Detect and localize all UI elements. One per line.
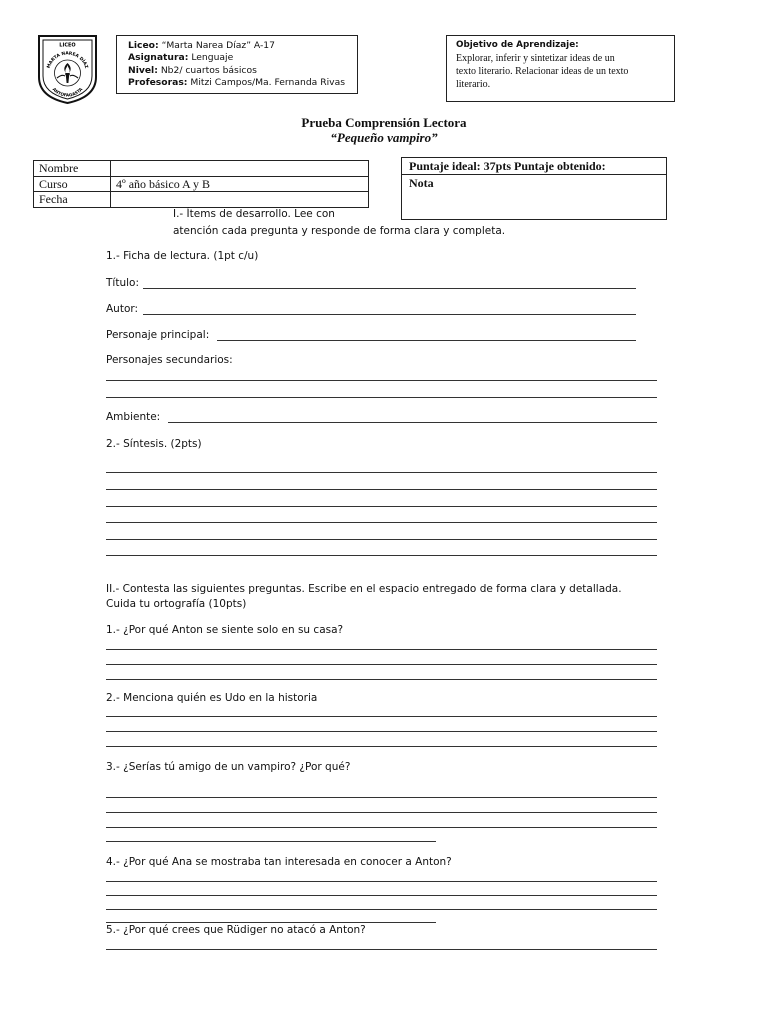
personaje-principal-label: Personaje principal: [106,329,210,341]
date-field[interactable] [111,192,369,208]
course-info-box [116,35,358,94]
personajes-secundarios-line-2[interactable] [106,397,657,398]
sintesis-line[interactable] [106,489,657,490]
row-curso: Curso 4º año básico A y B [34,176,369,192]
answer-line[interactable] [106,731,657,732]
titulo-answer-line[interactable] [143,288,636,289]
sintesis-line[interactable] [106,472,657,473]
answer-line[interactable] [106,716,657,717]
logo-ring-text: MARTA NAREA DÍAZ [46,51,89,70]
sintesis-line[interactable] [106,555,657,556]
info-row-asignatura: Asignatura: Lenguaje [128,52,234,64]
answer-line[interactable] [106,922,436,923]
answer-line[interactable] [106,679,657,680]
sintesis-line[interactable] [106,539,657,540]
section2-intro-line1: II.- Contesta las siguientes preguntas. Escribe en el espacio entregado de forma clara y detallada. [106,583,622,595]
score-box [401,157,667,220]
answer-line[interactable] [106,949,657,950]
logo-bottom-text: ANTOFAGASTA [51,86,84,98]
sintesis-line[interactable] [106,522,657,523]
section1-intro-line1: I.- Ítems de desarrollo. Lee con [173,208,335,220]
autor-label: Autor: [106,303,139,315]
info-row-liceo: Liceo: “Marta Narea Díaz” A-17 [128,40,275,51]
objective-title: Objetivo de Aprendizaje: [456,40,579,50]
answer-line[interactable] [106,895,657,896]
section2-question-5: 5.- ¿Por qué crees que Rüdiger no atacó a Anton? [106,924,366,936]
name-field[interactable] [111,161,369,177]
autor-answer-line[interactable] [143,314,636,315]
answer-line[interactable] [106,827,657,828]
learning-objective-box [446,35,675,102]
logo-top-text: LICEO [59,42,76,49]
answer-line[interactable] [106,664,657,665]
section2-question-3: 3.- ¿Serías tú amigo de un vampiro? ¿Por qué? [106,761,351,773]
sintesis-line[interactable] [106,506,657,507]
row-fecha: Fecha [34,192,369,208]
course-field[interactable]: 4º año básico A y B [111,176,369,192]
personaje-principal-answer-line[interactable] [217,340,636,341]
titulo-label: Título: [106,277,139,289]
ambiente-answer-line[interactable] [168,422,657,423]
personajes-secundarios-label: Personajes secundarios: [106,354,233,366]
grade-field[interactable]: Nota [409,176,434,190]
section2-question-1: 1.- ¿Por qué Anton se siente solo en su casa? [106,624,344,636]
school-logo [36,33,99,105]
student-info-table [33,160,369,208]
ambiente-label: Ambiente: [106,411,161,423]
section1-intro-line2: atención cada pregunta y responde de forma clara y completa. [173,225,506,237]
answer-line[interactable] [106,909,657,910]
question-2-heading: 2.- Síntesis. (2pts) [106,438,202,450]
test-subtitle: “Pequeño vampiro” [330,130,438,145]
question-1-heading: 1.- Ficha de lectura. (1pt c/u) [106,250,259,262]
section2-question-4: 4.- ¿Por qué Ana se mostraba tan interesada en conocer a Anton? [106,856,452,868]
row-nombre: Nombre [34,161,369,177]
answer-line[interactable] [106,797,657,798]
info-row-nivel: Nivel: Nb2/ cuartos básicos [128,64,257,76]
section2-question-2: 2.- Menciona quién es Udo en la historia [106,692,318,704]
objective-text: Explorar, inferir y sintetizar ideas de un texto literario. Relacionar ideas de un texto literario. [456,53,629,90]
section2-intro-line2: Cuida tu ortografía (10pts) [106,598,247,610]
answer-line[interactable] [106,746,657,747]
personajes-secundarios-line-1[interactable] [106,380,657,381]
info-row-profesoras: Profesoras: Mitzi Campos/Ma. Fernanda Rivas [128,76,345,88]
answer-line[interactable] [106,841,436,842]
score-ideal: Puntaje ideal: 37pts Puntaje obtenido: [402,158,666,175]
answer-line[interactable] [106,881,657,882]
answer-line[interactable] [106,812,657,813]
answer-line[interactable] [106,649,657,650]
test-title: Prueba Comprensión Lectora [301,115,467,130]
